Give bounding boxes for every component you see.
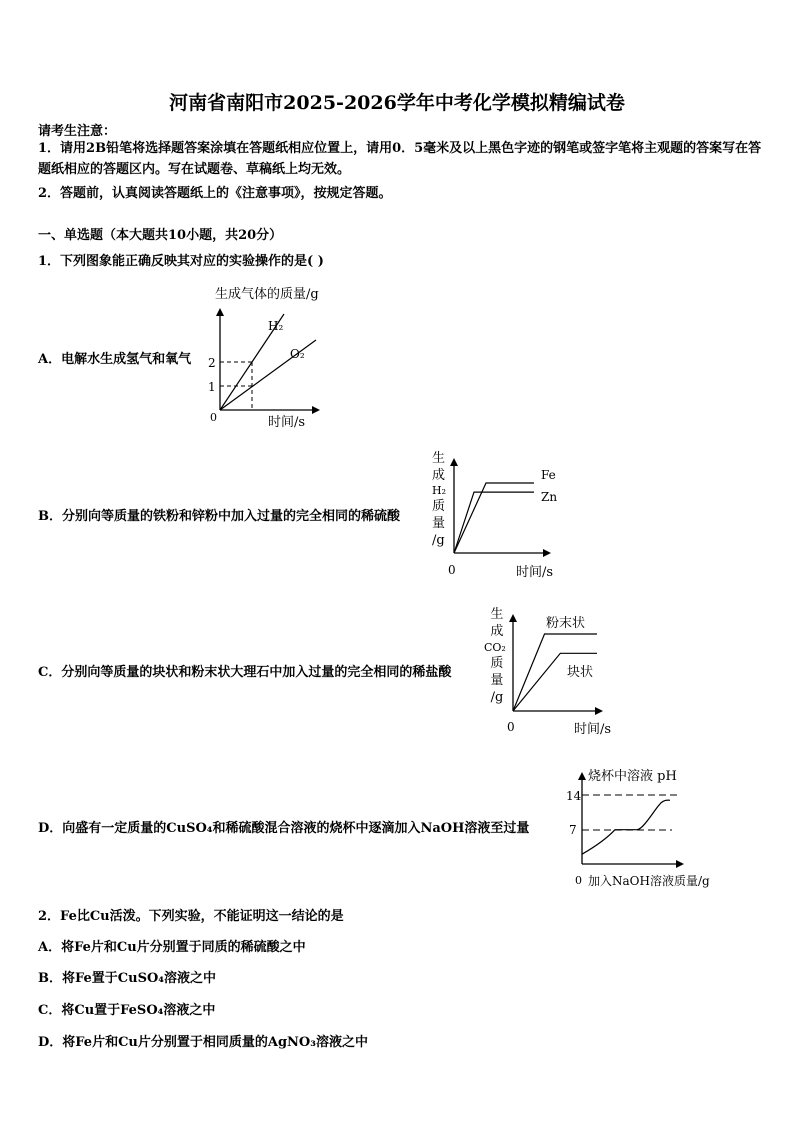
page-title: 河南省南阳市2025-2026学年中考化学模拟精编试卷 (169, 92, 625, 114)
q1-b-ylabel-3: H₂ (432, 484, 447, 497)
q1-a-ytick-2: 2 (208, 356, 216, 370)
q1-c-label-powder: 粉末状 (546, 616, 586, 631)
q1-d-origin: 0 (575, 874, 582, 887)
q1-b-ylabel-2: 成 (432, 468, 446, 483)
q1-b-xlabel: 时间/s (516, 565, 554, 580)
q1-d-xlabel: 加入NaOH溶液质量/g (588, 874, 710, 888)
q1-b-label-zn: Zn (541, 490, 558, 504)
q2-option-a: A．将Fe片和Cu片分别置于同质的稀硫酸之中 (38, 940, 306, 955)
q1-c-chart (482, 604, 622, 739)
q1-a-x-arrow (312, 406, 320, 414)
q1-c-ylabel-4: 质 (490, 656, 504, 671)
q1-d-ytick-7: 7 (569, 823, 577, 837)
q1-c-ylabel-3: CO₂ (484, 641, 506, 654)
q1-b-ylabel-6: /g (432, 533, 445, 548)
q1-c-ylabel-1: 生 (490, 607, 504, 622)
notice-item-1: 1．请用2B铅笔将选择题答案涂填在答题纸相应位置上，请用0．5毫米及以上黑色字迹的钢笔或签字笔将主观题的答案写在答题纸相应的答题区内。写在试题卷、草稿纸上均无效。 (38, 141, 762, 177)
q1-b-label-fe: Fe (541, 468, 556, 482)
q1-b-y-arrow (450, 458, 458, 466)
q1-c-y-arrow (509, 614, 517, 622)
q1-d-x-arrow (676, 860, 684, 868)
q1-c-ylabel-2: 成 (490, 624, 504, 639)
question-1-stem: 1．下列图象能正确反映其对应的实验操作的是( ) (38, 254, 324, 269)
q2-option-b: B．将Fe置于CuSO₄溶液之中 (38, 971, 216, 986)
q1-option-c: C．分别向等质量的块状和粉末状大理石中加入过量的完全相同的稀盐酸 (38, 665, 452, 680)
q1-b-ylabel (432, 450, 450, 548)
section-heading: 一、单选题（本大题共10小题，共20分） (38, 228, 283, 243)
q1-d-chart (564, 762, 734, 892)
q1-a-origin: 0 (210, 411, 217, 424)
q1-c-ylabel-6: /g (490, 690, 504, 705)
q1-d-ytick-14: 14 (566, 789, 582, 803)
q1-a-label-h2: H₂ (268, 319, 284, 333)
q2-option-d: D．将Fe片和Cu片分别置于相同质量的AgNO₃溶液之中 (38, 1035, 368, 1050)
q1-option-a: A．电解水生成氢气和氧气 (38, 352, 192, 367)
q1-option-b: B．分别向等质量的铁粉和锌粉中加入过量的完全相同的稀硫酸 (38, 509, 400, 524)
question-2-stem: 2．Fe比Cu活泼。下列实验，不能证明这一结论的是 (38, 909, 344, 924)
q1-a-ylabel: 生成气体的质量/g (215, 287, 319, 302)
q1-d-ylabel: 烧杯中溶液 pH (588, 769, 677, 784)
q1-a-xlabel: 时间/s (268, 415, 306, 430)
q1-c-origin: 0 (507, 720, 515, 734)
q1-c-ylabel (484, 606, 510, 705)
q1-d-series-ph (582, 800, 670, 854)
q1-b-x-arrow (543, 549, 551, 557)
q1-a-chart (200, 280, 330, 430)
q1-b-chart (428, 448, 568, 583)
q1-c-x-arrow (595, 707, 603, 715)
q1-d-y-arrow (578, 772, 586, 780)
q1-c-label-lump: 块状 (567, 665, 594, 680)
q1-c-series-lump (513, 653, 597, 711)
q1-a-label-o2: O₂ (290, 347, 305, 361)
notice-heading: 请考生注意： (38, 124, 117, 139)
q1-b-ylabel-5: 量 (432, 516, 446, 531)
q1-b-series-zn (454, 492, 534, 553)
q1-a-ytick-1: 1 (208, 380, 216, 394)
q1-b-origin: 0 (448, 563, 456, 577)
q1-option-d: D．向盛有一定质量的CuSO₄和稀硫酸混合溶液的烧杯中逐滴加入NaOH溶液至过量 (38, 821, 530, 836)
q1-b-ylabel-4: 质 (432, 499, 446, 514)
q2-option-c: C．将Cu置于FeSO₄溶液之中 (38, 1003, 216, 1018)
q1-c-ylabel-5: 量 (490, 673, 504, 688)
q1-b-ylabel-1: 生 (432, 451, 446, 466)
q1-c-xlabel: 时间/s (574, 722, 612, 737)
q1-a-y-arrow (216, 308, 224, 316)
notice-item-2: 2．答题前，认真阅读答题纸上的《注意事项》，按规定答题。 (38, 186, 392, 201)
